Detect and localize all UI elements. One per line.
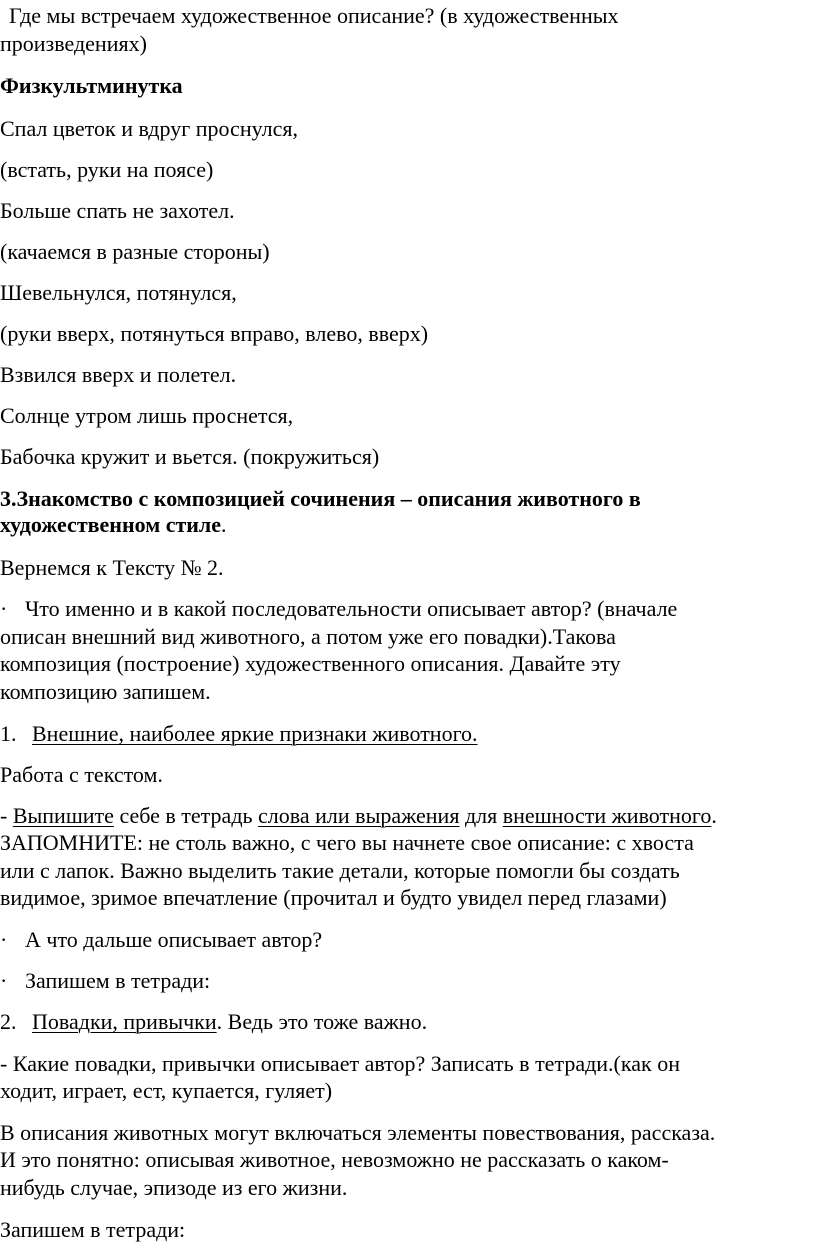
poem-line: (качаемся в разные стороны) [0,239,270,264]
question-1-line-4: композицию запишем. [0,679,211,704]
work-with-text: Работа с текстом. [0,762,163,787]
item-1-text: Внешние, наиболее яркие признаки животного. [32,721,478,746]
item-2-number: 2. [0,1009,17,1034]
return-to-text: Вернемся к Тексту № 2. [0,555,224,580]
section-3-heading-line-2: художественном стиле. [0,512,227,537]
bullet-marker: · [0,596,8,621]
poem-line: Шевельнулся, потянулся, [0,280,237,305]
poem-line: (руки вверх, потянуться вправо, влево, вверх) [0,321,429,346]
narrative-line-3: нибудь случае, эпизоде из его жизни. [0,1175,348,1200]
final-instruction: Запишем в тетради: [0,1217,186,1242]
poem-line: Бабочка кружит и вьется. (покружиться) [0,444,380,469]
question-1-line-3: композиция (построение) художественного описания. Давайте эту [0,651,621,676]
question-3: · Запишем в тетради: [0,968,211,993]
narrative-line-1: В описания животных могут включаться элементы повествования, рассказа. [0,1120,716,1145]
remember-line-1: ЗАПОМНИТЕ: не столь важно, с чего вы начнете свое описание: с хвоста [0,830,694,855]
fizkultminutka-heading: Физкультминутка [0,73,183,98]
question-1-line-1: · Что именно и в какой последовательности описывает автор? (вначале [0,596,678,621]
question-1-line-2: описан внешний вид животного, а потом уже его повадки).Такова [0,624,616,649]
poem-line: Взвился вверх и полетел. [0,362,237,387]
poem-line: Спал цветок и вдруг проснулся, [0,116,298,141]
bullet-marker: · [0,968,8,993]
question-2: · А что дальше описывает автор? [0,927,323,952]
section-3-heading-line-1: 3.Знакомство с композицией сочинения – описания животного в [0,486,641,511]
item-2: 2. Повадки, привычки. Ведь это тоже важно. [0,1009,428,1034]
poem-line: Больше спать не захотел. [0,198,235,223]
item-1-number: 1. [0,721,17,746]
item-1 [0,720,810,747]
question-4-line-1: - Какие повадки, привычки описывает автор? Записать в тетради.(как он [0,1051,680,1076]
intro-question-line-2: произведениях) [0,31,147,56]
intro-question-line-1: Где мы встречаем художественное описание? (в художественных [9,3,619,28]
question-4-line-2: ходит, играет, ест, купается, гуляет) [0,1078,333,1103]
narrative-line-2: И это понятно: описывая животное, невозможно не рассказать о каком- [0,1147,669,1172]
remember-line-2: или с лапок. Важно выделить такие детали, которые помогли бы создать [0,858,680,883]
bullet-marker: · [0,927,8,952]
task-line: - Выпишите себе в тетрадь слова или выражения для внешности животного. [0,803,717,828]
poem-line: (встать, руки на поясе) [0,157,214,182]
remember-line-3: видимое, зримое впечатление (прочитал и будто увидел перед глазами) [0,885,667,910]
poem-line: Солнце утром лишь проснется, [0,403,294,428]
